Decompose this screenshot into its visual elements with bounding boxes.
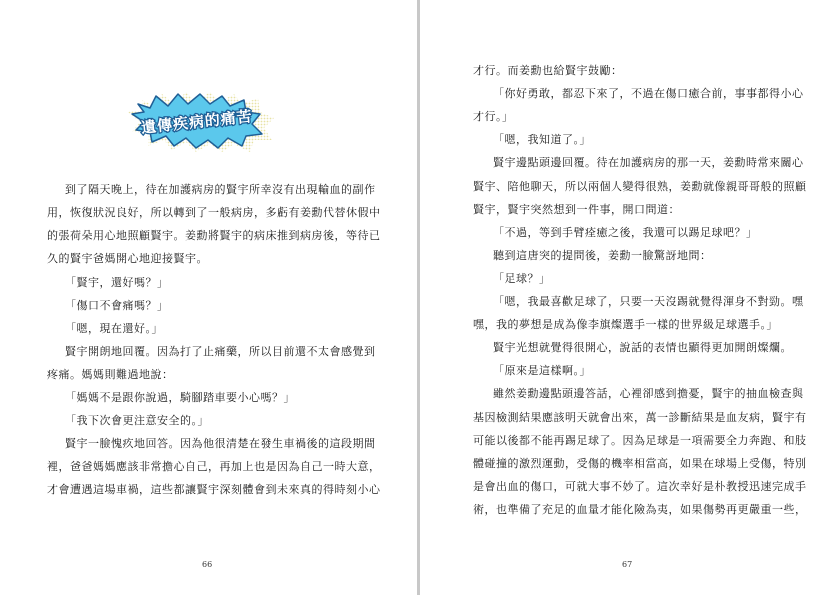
chapter-title-badge: [128, 90, 276, 152]
burst-badge-graphic: [128, 90, 276, 152]
body-line: 術，也準備了充足的血量才能化險為夷，如果傷勢再更嚴重一些，: [473, 502, 807, 516]
body-line: 「傷口不會痛嗎？」: [65, 299, 169, 312]
body-line: 「你好勇敢，都忍下來了，不過在傷口癒合前，事事都得小心: [493, 87, 804, 101]
left-page: [0, 0, 417, 595]
body-line: 「嗯，我最喜歡足球了，只要一天沒踢就覺得渾身不對勁。嘿: [493, 295, 804, 308]
body-line: 「嗯，我知道了。」: [493, 133, 591, 147]
body-line: 「原來是這樣啊。」: [493, 364, 591, 378]
body-line: 久的賢宇爸媽開心地迎接賢宇。: [47, 252, 208, 265]
body-line: 基因檢測結果應該明天就會出來，萬一診斷結果是血友病，賢宇有: [473, 410, 807, 424]
body-line: 「不過，等到手臂痊癒之後，我還可以踢足球吧？」: [493, 225, 758, 239]
body-line: 賢宇一臉愧疚地回答。因為他很清楚在發生車禍後的這段期間: [65, 437, 376, 450]
body-line: 「足球？」: [493, 271, 551, 285]
body-line: 「嗯，現在還好。」: [65, 322, 163, 335]
body-line: 賢宇光想就覺得很開心，說話的表情也顯得更加開朗燦爛。: [493, 341, 792, 355]
body-line: 雖然姜勳邊點頭邊答話，心裡卻感到擔憂，賢宇的抽血檢查與: [493, 387, 804, 401]
body-line: 「媽媽不是跟你說過，騎腳踏車要小心嗎？」: [65, 391, 295, 404]
body-line: 裡，爸爸媽媽應該非常擔心自己，再加上也是因為自己一時大意，: [47, 460, 381, 473]
body-line: 可能以後都不能再踢足球了。因為足球是一項需要全力奔跑、和肢: [473, 433, 807, 447]
body-line: 賢宇邊點頭邊回覆。待在加護病房的那一天，姜勳時常來關心: [493, 156, 804, 170]
body-line: 才會遭遇這場車禍，這些都讓賢宇深刻體會到未來真的得時刻小心: [47, 483, 381, 496]
body-line: 才行。而姜勳也給賢宇鼓勵：: [473, 64, 623, 77]
body-line: 賢宇開朗地回覆。因為打了止痛藥，所以目前還不太會感覺到: [65, 345, 376, 358]
body-line: 聽到這唐突的提問後，姜勳一臉驚訝地問：: [493, 248, 712, 262]
body-line: 體碰撞的激烈運動，受傷的機率相當高，如果在球場上受傷，特別: [473, 456, 807, 470]
chapter-title: 遺傳疾病的痛苦: [140, 107, 254, 137]
body-line: 用，恢復狀況良好，所以轉到了一般病房，多虧有姜勳代替休假中: [47, 206, 381, 219]
body-line: 到了隔天晚上，待在加護病房的賢宇所幸沒有出現輸血的副作: [65, 183, 376, 196]
body-line: 嘿，我的夢想是成為像李旗燦選手一樣的世界級足球選手。」: [473, 318, 778, 332]
body-line: 「賢宇，還好嗎？」: [65, 276, 169, 289]
page-number-right: 67: [622, 560, 633, 569]
body-line: 的張荷朵用心地照顧賢宇。姜勳將賢宇的病床推到病房後，等待已: [47, 229, 381, 242]
body-line: 「我下次會更注意安全的。」: [65, 414, 209, 427]
page-number-left: 66: [202, 560, 213, 569]
right-page: [420, 0, 839, 595]
body-line: 賢宇，賢宇突然想到一件事，開口問道：: [473, 202, 680, 216]
body-line: 才行。」: [473, 110, 514, 124]
body-line: 疼痛。媽媽則難過地說：: [47, 368, 174, 381]
body-line: 賢宇、陪他聊天，所以兩個人變得很熟，姜勳就像親哥哥般的照顧: [473, 179, 807, 193]
body-line: 是會出血的傷口，可就大事不妙了。這次幸好是朴教授迅速完成手: [473, 479, 807, 493]
